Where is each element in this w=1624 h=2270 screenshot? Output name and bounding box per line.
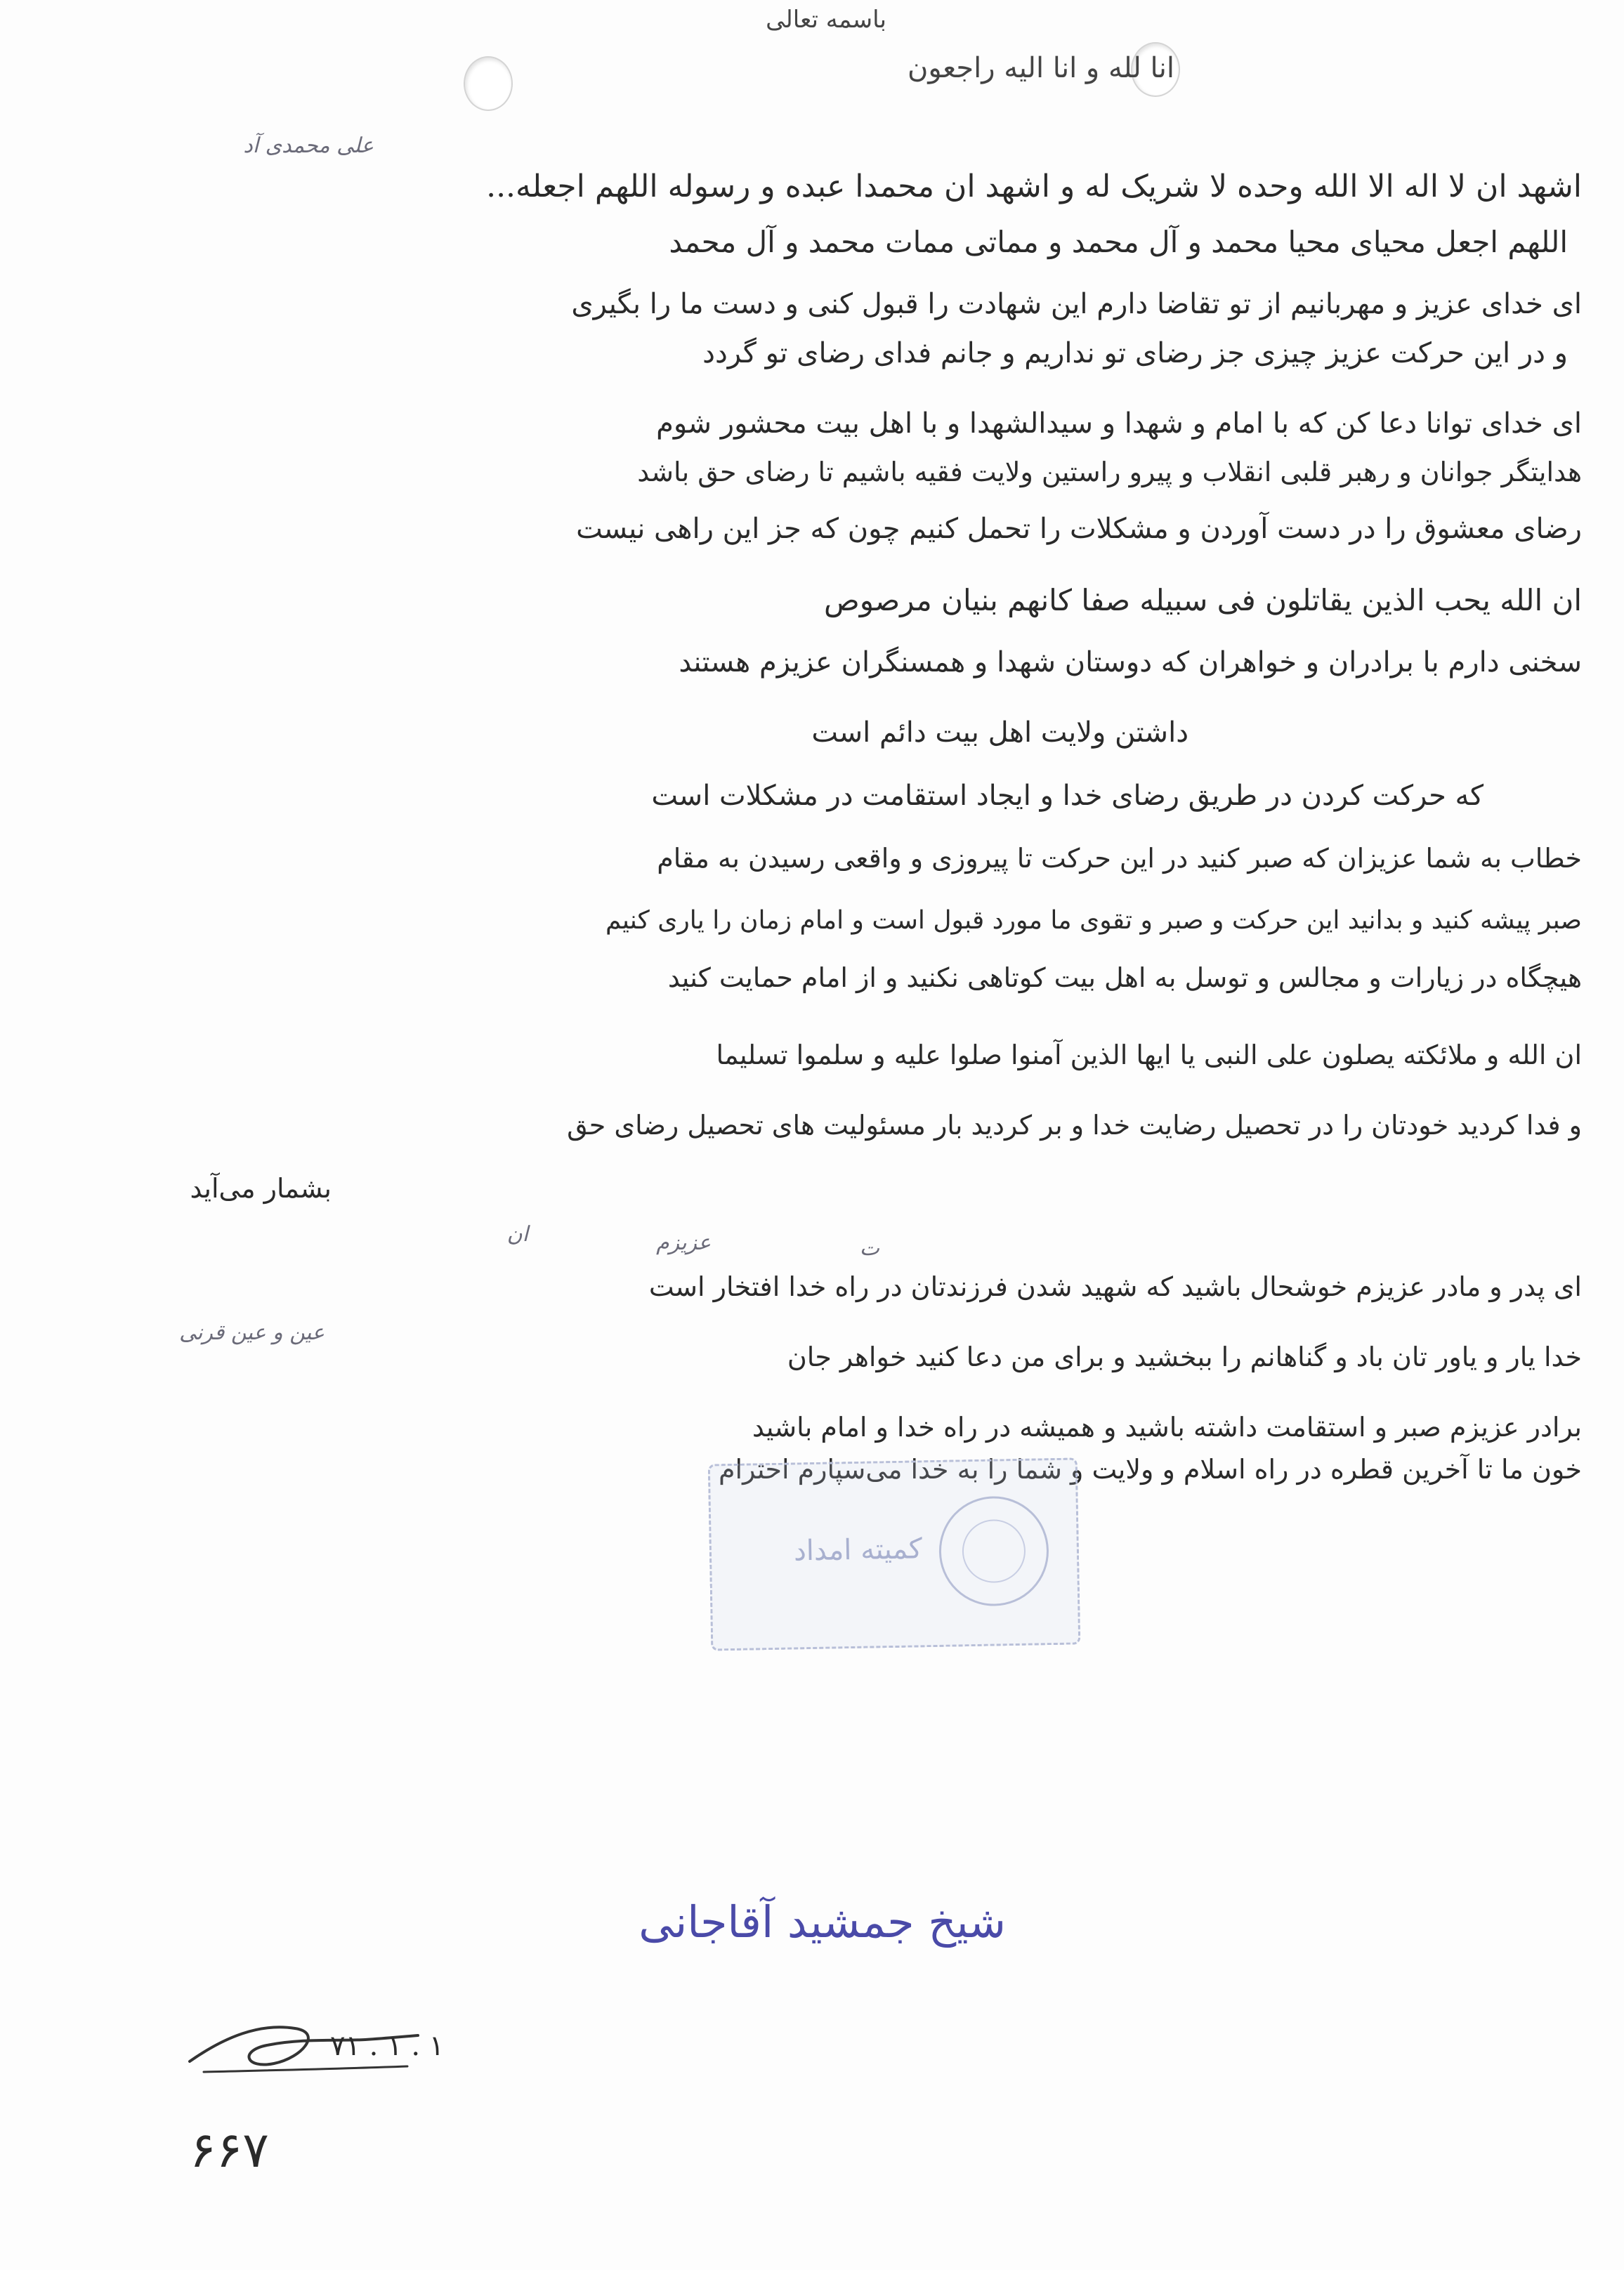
signed-name: شیخ جمشید آقاجانی (639, 1896, 1006, 1948)
body-line: ان الله یحب الذین یقاتلون فی سبیله صفا کانهم بنیان مرصوص (823, 583, 1582, 617)
closing-line: خون ما تا آخرین قطره در راه اسلام و ولایت و شما را به خدا می‌سپارم احترام (718, 1454, 1582, 1485)
body-line: اللهم اجعل محیای محیا محمد و آل محمد و مماتی ممات محمد و آل محمد (669, 225, 1568, 259)
body-line: اشهد ان لا اله الا الله وحده لا شریک له و اشهد ان محمدا عبده و رسوله اللهم اجعله... (486, 169, 1582, 204)
document-header-invocation: باسمه تعالی (766, 6, 886, 34)
body-line: و فدا کردید خودتان را در تحصیل رضایت خدا و بر کردید بار مسئولیت های تحصیل رضای حق (567, 1110, 1582, 1141)
body-line: و در این حرکت عزیز چیزی جز رضای تو نداریم و جانم فدای رضای تو گردد (702, 337, 1568, 369)
document-header-verse: انا لله و انا الیه راجعون (908, 52, 1174, 84)
body-line: ان الله و ملائکته یصلون علی النبی یا ایها الذین آمنوا صلوا علیه و سلموا تسلیما (716, 1039, 1582, 1070)
signature-date: ۷۱ . ۱ . ۱ (330, 2030, 445, 2062)
body-line: ای خدای عزیز و مهربانیم از تو تقاضا دارم این شهادت را قبول کنی و دست ما را بگیری (571, 288, 1582, 320)
body-line: صبر پیشه کنید و بدانید این حرکت و صبر و تقوی ما مورد قبول است و امام زمان را یاری کنیم (605, 906, 1582, 935)
margin-note-top: علی محمدی آد (243, 133, 374, 158)
body-line: که حرکت کردن در طریق رضای خدا و ایجاد استقامت در مشکلات است (651, 780, 1484, 812)
punch-hole-left (464, 56, 513, 111)
page-number: ۶۶۷ (190, 2121, 269, 2179)
official-stamp (708, 1457, 1081, 1651)
body-line: داشتن ولایت اهل بیت دائم است (811, 716, 1188, 749)
body-line: هیچگاه در زیارات و مجالس و توسل به اهل بیت کوتاهی نکنید و از امام حمایت کنید (667, 962, 1582, 993)
stamp-emblem-icon (938, 1495, 1050, 1607)
body-line: ای خدای توانا دعا کن که با امام و شهدا و سیدالشهدا و با اهل بیت محشور شوم (656, 407, 1582, 440)
closing-line: خدا یار و یاور تان باد و گناهانم را ببخشید و برای من دعا کنید خواهر جان (787, 1341, 1582, 1372)
insert-note: عزیزم (656, 1231, 711, 1255)
closing-line: ای پدر و مادر عزیزم خوشحال باشید که شهید شدن فرزندتان در راه خدا افتخار است (648, 1271, 1582, 1302)
body-line: بشمار می‌آید (190, 1173, 332, 1204)
body-line: خطاب به شما عزیزان که صبر کنید در این حرکت تا پیروزی و واقعی رسیدن به مقام (657, 843, 1582, 874)
closing-line: برادر عزیزم صبر و استقامت داشته باشید و همیشه در راه خدا و امام باشید (752, 1412, 1582, 1443)
insert-note: عین و عین قرنی (179, 1320, 325, 1345)
stamp-text: کمیته امداد (793, 1533, 923, 1568)
body-line: سخنی دارم با برادران و خواهران که دوستان شهدا و همسنگران عزیزم هستند (679, 646, 1582, 678)
body-line: رضای معشوق را در دست آوردن و مشکلات را تحمل کنیم چون که جز این راهی نیست (576, 513, 1582, 545)
insert-note: ان (506, 1222, 528, 1247)
body-line: هدایتگر جوانان و رهبر قلبی انقلاب و پیرو راستین ولایت فقیه باشیم تا رضای حق باشد (637, 457, 1582, 487)
insert-note: ت (859, 1236, 879, 1261)
